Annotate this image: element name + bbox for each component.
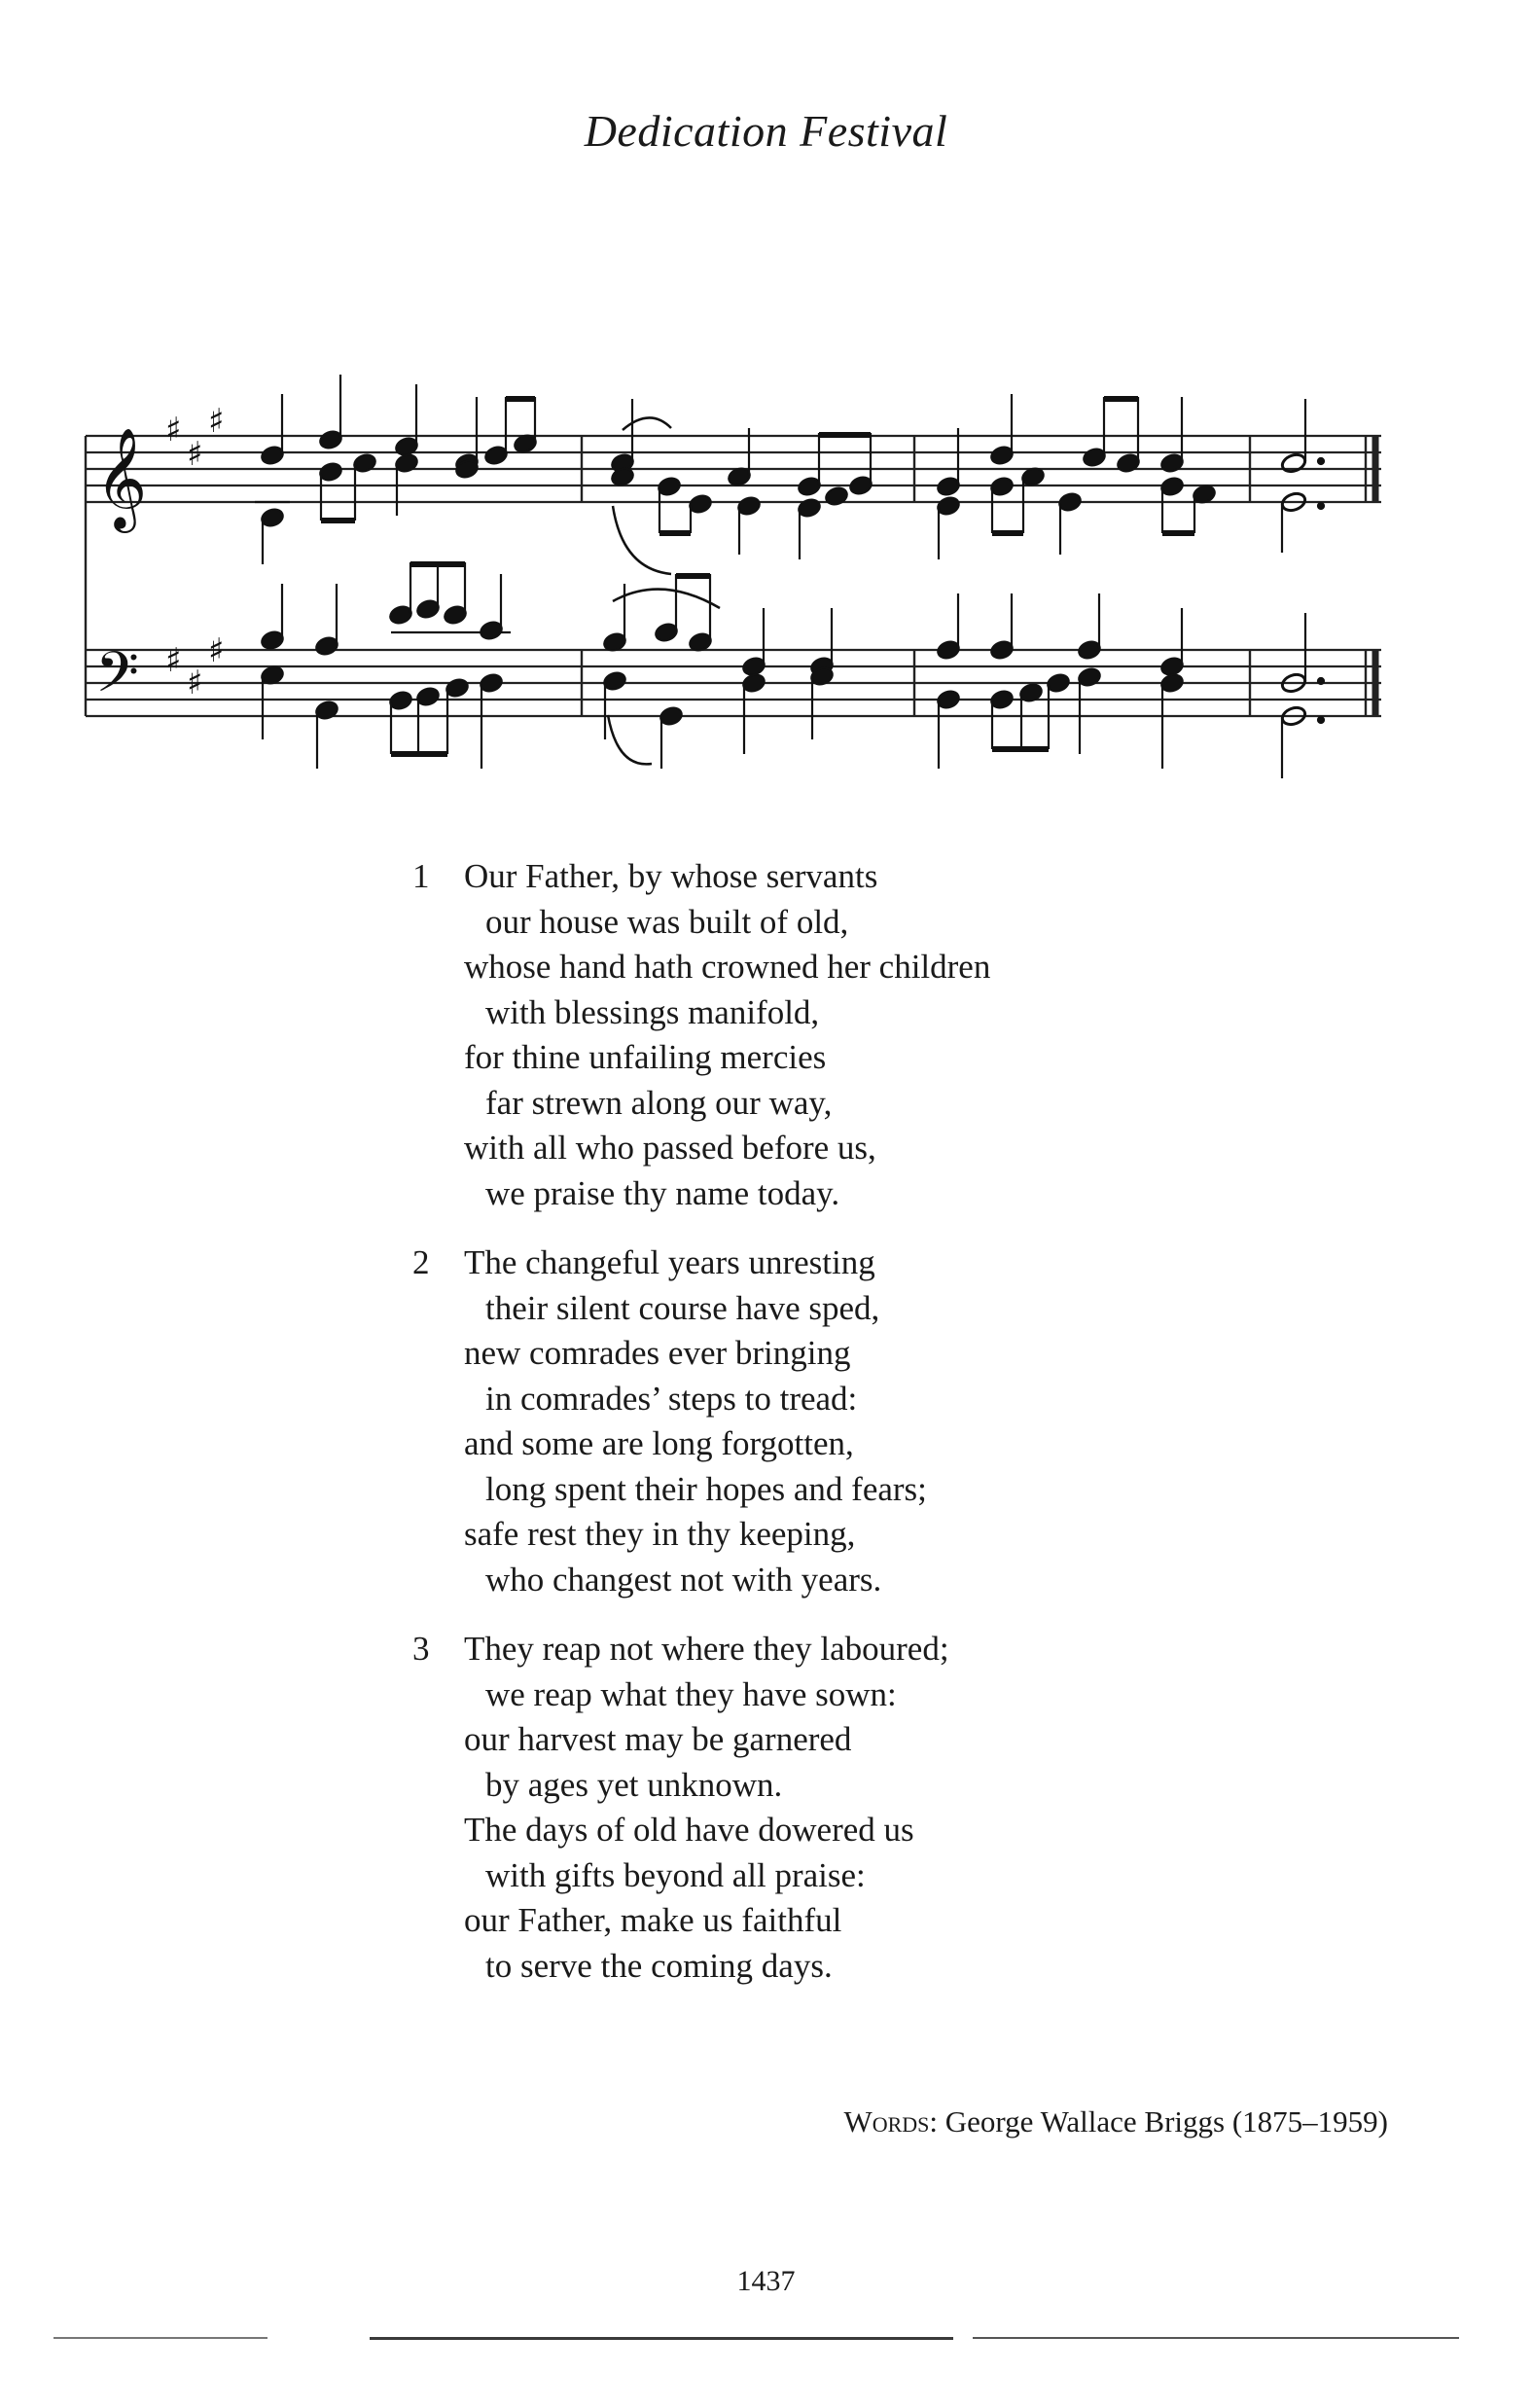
verse-line: our Father, make us faithful	[464, 1901, 842, 1939]
verse-line: who changest not with years.	[485, 1560, 882, 1599]
treble-clef-icon: 𝄞	[95, 427, 148, 529]
treble-notes	[255, 375, 1324, 574]
svg-text:♯: ♯	[187, 435, 203, 474]
verse-2	[409, 1240, 1284, 1602]
verse-3	[409, 1627, 1284, 1989]
verse-line: new comrades ever bringing	[464, 1334, 851, 1372]
svg-text:♯: ♯	[165, 641, 182, 680]
verse-line: with all who passed before us,	[464, 1129, 876, 1167]
verse-line: far strewn along our way,	[485, 1083, 833, 1122]
svg-text:♯: ♯	[208, 631, 225, 670]
bass-notes	[260, 562, 1324, 778]
verse-line: we praise thy name today.	[485, 1173, 840, 1212]
verse-line: with gifts beyond all praise:	[485, 1855, 866, 1894]
verse-line: for thine unfailing mercies	[464, 1038, 827, 1076]
verse-line: safe rest they in thy keeping,	[464, 1515, 856, 1553]
svg-text:♯: ♯	[187, 664, 203, 702]
scan-edge-left	[53, 2337, 267, 2339]
hymn-title: Dedication Festival	[584, 106, 948, 156]
verse-number: 2	[412, 1243, 430, 1281]
verse-number: 3	[412, 1630, 430, 1668]
verse-line: in comrades’ steps to tread:	[485, 1379, 858, 1418]
verse-line: whose hand hath crowned her children	[464, 948, 991, 986]
page-number: 1437	[736, 2265, 796, 2297]
verse-line: their silent course have sped,	[485, 1288, 880, 1327]
scan-edge-line	[370, 2337, 953, 2340]
verse-line: Our Father, by whose servants	[464, 857, 878, 895]
words-credit	[843, 2104, 1388, 2139]
verse-line: The changeful years unresting	[464, 1243, 875, 1281]
bass-staff	[86, 650, 1381, 716]
verse-line: to serve the coming days.	[485, 1946, 833, 1985]
verse-line: by ages yet unknown.	[485, 1765, 783, 1804]
verse-line: They reap not where they laboured;	[464, 1630, 949, 1668]
verse-line: we reap what they have sown:	[485, 1674, 897, 1713]
bass-clef-icon: 𝄢	[95, 639, 140, 719]
verse-line: our harvest may be garnered	[464, 1720, 852, 1758]
verse-line: The days of old have dowered us	[464, 1811, 914, 1849]
scan-edge-right	[973, 2337, 1459, 2339]
verse-1	[409, 854, 1284, 1216]
key-signature-bass	[165, 631, 224, 702]
credit-label: Words:	[843, 2104, 939, 2138]
verse-line: long spent their hopes and fears;	[485, 1469, 927, 1508]
svg-text:♯: ♯	[165, 411, 182, 449]
verses	[409, 854, 1284, 2013]
svg-text:♯: ♯	[208, 402, 225, 441]
verse-line: our house was built of old,	[485, 902, 849, 941]
key-signature-treble	[165, 402, 224, 474]
credit-author: George Wallace Briggs (1875–1959)	[944, 2104, 1388, 2138]
verse-number: 1	[412, 857, 430, 895]
verse-line: with blessings manifold,	[485, 992, 820, 1031]
treble-staff	[86, 436, 1381, 502]
music-score	[0, 0, 1532, 798]
verse-line: and some are long forgotten,	[464, 1424, 854, 1462]
